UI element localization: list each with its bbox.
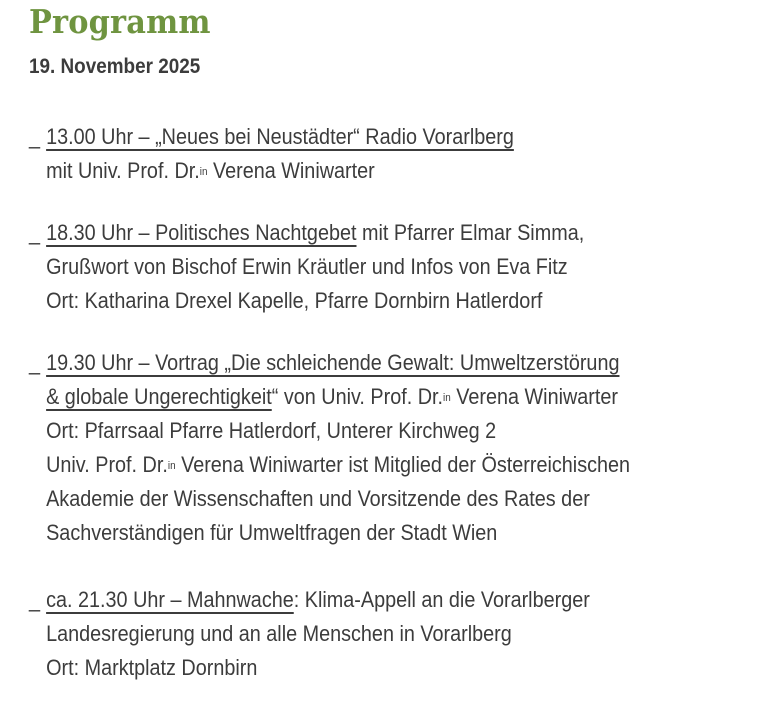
event-text: Verena Winiwarter	[450, 384, 619, 409]
event-nachtgebet-link[interactable]: 18.30 Uhr – Politisches Nachtgebet	[46, 220, 357, 245]
superscript: in	[443, 392, 451, 404]
event-vortrag	[29, 346, 763, 550]
event-location: Ort: Marktplatz Dornbirn	[46, 655, 258, 680]
event-location: Ort: Pfarrsaal Pfarre Hatlerdorf, Unterer Kirchweg 2	[46, 418, 497, 443]
event-radio-link[interactable]: 13.00 Uhr – „Neues bei Neustädter“ Radio Vorarlberg	[46, 124, 514, 149]
event-text: : Klima-Appell an die Vorarlberger	[293, 587, 590, 612]
event-location: Ort: Katharina Drexel Kapelle, Pfarre Dornbirn Hatlerdorf	[46, 288, 543, 313]
event-text: Verena Winiwarter	[207, 158, 375, 183]
event-mahnwache-link[interactable]: ca. 21.30 Uhr – Mahnwache	[46, 587, 294, 612]
event-radio	[29, 120, 763, 188]
bullet-dash: _	[29, 350, 41, 375]
event-text: mit Univ. Prof. Dr.	[46, 158, 200, 183]
page-title: Programm	[29, 2, 211, 41]
bullet-dash: _	[29, 220, 41, 245]
event-text: Sachverständigen für Umweltfragen der Stadt Wien	[46, 520, 498, 545]
event-text: “ von Univ. Prof. Dr.	[271, 384, 444, 409]
event-text: Landesregierung und an alle Menschen in Vorarlberg	[46, 621, 512, 646]
event-mahnwache	[29, 583, 763, 685]
program-date: 19. November 2025	[29, 55, 201, 78]
event-vortrag-link-cont[interactable]: & globale Ungerechtigkeit	[46, 384, 272, 409]
event-text: Akademie der Wissenschaften und Vorsitzende des Rates der	[46, 486, 590, 511]
superscript: in	[199, 166, 208, 178]
event-vortrag-link[interactable]: 19.30 Uhr – Vortrag „Die schleichende Gewalt: Umweltzerstörung	[46, 350, 620, 375]
event-text: Verena Winiwarter ist Mitglied der Österreichischen	[175, 452, 631, 477]
event-text: Grußwort von Bischof Erwin Kräutler und Infos von Eva Fitz	[46, 254, 568, 279]
superscript: in	[167, 460, 176, 472]
event-text: mit Pfarrer Elmar Simma,	[356, 220, 585, 245]
bullet-dash: _	[29, 124, 41, 149]
event-nachtgebet	[29, 216, 763, 318]
bullet-dash: _	[29, 587, 41, 612]
event-text: Univ. Prof. Dr.	[46, 452, 168, 477]
